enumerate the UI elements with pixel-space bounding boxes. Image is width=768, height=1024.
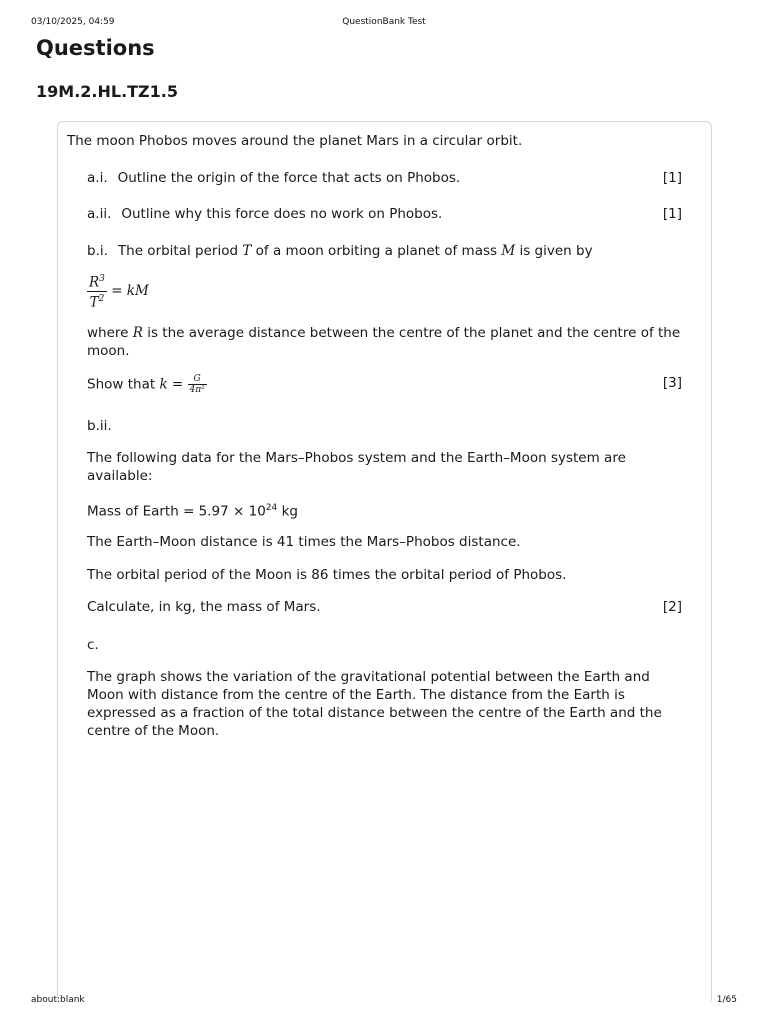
show-fraction bbox=[188, 374, 207, 395]
part-label: a.ii. bbox=[87, 206, 112, 222]
show-den: 4π² bbox=[189, 385, 205, 395]
part-bi bbox=[87, 242, 682, 260]
print-header bbox=[31, 17, 737, 31]
mass-exp: 24 bbox=[265, 503, 278, 513]
data-intro: The following data for the Mars–Phobos system and the Earth–Moon system are available: bbox=[87, 450, 626, 484]
page-title: Questions bbox=[36, 36, 155, 60]
show-that-line bbox=[87, 374, 682, 395]
math-symbol-M: M bbox=[501, 243, 516, 259]
part-text: Outline why this force does no work on Phobos. bbox=[121, 206, 443, 222]
eq-den-exp: 2 bbox=[98, 293, 105, 304]
distance-ratio: The Earth–Moon distance is 41 times the Mars–Phobos distance. bbox=[87, 534, 521, 550]
part-c bbox=[87, 636, 682, 654]
part-bii bbox=[87, 417, 682, 435]
equation-fraction bbox=[87, 272, 107, 310]
marks-badge: [1] bbox=[662, 206, 682, 222]
where-text: is the average distance between the centre of the planet and the centre of the moon. bbox=[87, 325, 681, 359]
part-label: c. bbox=[87, 637, 99, 653]
part-ai bbox=[87, 169, 682, 187]
marks-badge: [1] bbox=[662, 170, 682, 186]
question-card bbox=[57, 121, 712, 1001]
part-label: b.ii. bbox=[87, 418, 112, 434]
part-label: a.i. bbox=[87, 170, 108, 186]
task-text: Calculate, in kg, the mass of Mars. bbox=[87, 599, 321, 615]
question-intro: The moon Phobos moves around the planet Mars in a circular orbit. bbox=[67, 133, 523, 149]
equation-kepler bbox=[87, 272, 682, 310]
marks-badge: [2] bbox=[662, 599, 682, 615]
part-aii bbox=[87, 205, 682, 223]
where-clause bbox=[87, 324, 682, 360]
mass-of-earth bbox=[87, 499, 682, 521]
show-num: G bbox=[188, 374, 207, 385]
print-url: about:blank bbox=[31, 995, 85, 1005]
marks-badge: [3] bbox=[662, 375, 682, 391]
where-text: where bbox=[87, 325, 129, 341]
question-code: 19M.2.HL.TZ1.5 bbox=[36, 82, 178, 101]
print-footer bbox=[31, 995, 737, 1009]
print-page-number: 1/65 bbox=[716, 995, 737, 1005]
part-text: of a moon orbiting a planet of mass bbox=[255, 243, 498, 259]
part-label: b.i. bbox=[87, 243, 108, 259]
print-title: QuestionBank Test bbox=[342, 17, 426, 27]
eq-rhs: = kM bbox=[111, 283, 149, 299]
period-ratio: The orbital period of the Moon is 86 times the orbital period of Phobos. bbox=[87, 567, 567, 583]
eq-den-base: T bbox=[89, 294, 99, 310]
bii-task bbox=[87, 598, 682, 616]
mass-unit: kg bbox=[281, 503, 298, 520]
part-text: is given by bbox=[519, 243, 593, 259]
eq-num-exp: 3 bbox=[99, 274, 105, 284]
math-symbol-R: R bbox=[132, 325, 143, 341]
print-datetime: 03/10/2025, 04:59 bbox=[31, 17, 115, 27]
eq-num-base: R bbox=[89, 274, 100, 291]
show-text: Show that bbox=[87, 376, 156, 393]
part-text: The orbital period bbox=[117, 243, 239, 259]
math-symbol-T: T bbox=[242, 243, 252, 259]
mass-text: Mass of Earth = 5.97 × 10 bbox=[87, 503, 266, 520]
show-k: k = bbox=[159, 376, 184, 393]
part-c-text: The graph shows the variation of the gravitational potential between the Earth and Moon with distance from the centre of the Earth. The distance from the Earth is expressed as a fraction of the total distance between the centre of the Earth and the centre of the Moon. bbox=[87, 669, 662, 739]
part-text: Outline the origin of the force that acts on Phobos. bbox=[117, 170, 461, 186]
